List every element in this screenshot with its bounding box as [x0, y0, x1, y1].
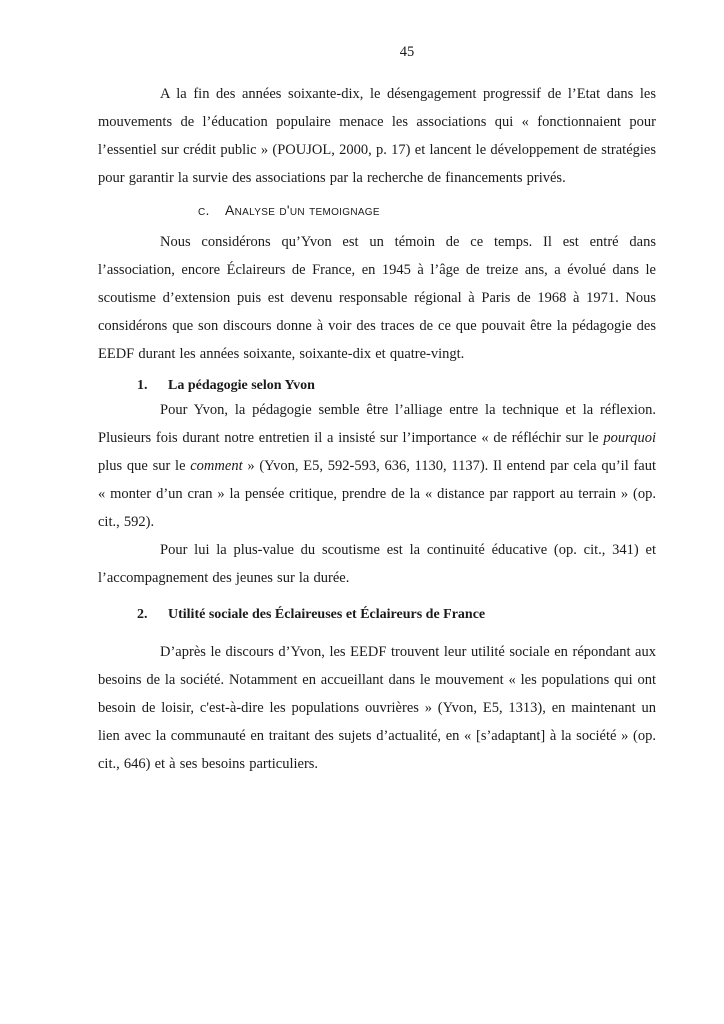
heading-analyse-temoignage	[98, 200, 656, 220]
text-run: Pour Yvon, la pédagogie semble être l’alliage entre la technique et la réflexion. Plusieurs fois durant notre entretien il a insisté sur l’importance « de réfléchir sur le	[98, 402, 656, 446]
text-run: » (Yvon, E5, 592-593, 636, 1130, 1137). Il entend par cela qu’il faut « monter d’un cran » la pensée critique, prendre de la « distance par rapport au terrain » (op. cit., 592).	[98, 458, 656, 530]
heading-label: La pédagogie selon Yvon	[168, 378, 315, 393]
paragraph-pedagogie-alliage	[98, 396, 656, 536]
heading-number: 2.	[137, 607, 148, 622]
text-run-italic: comment	[190, 458, 243, 474]
heading-number: 1.	[137, 378, 148, 393]
page-number: 45	[399, 44, 415, 60]
heading-label: Analyse d'un temoignage	[225, 202, 380, 218]
heading-pedagogie-selon-yvon	[98, 376, 656, 396]
heading-prefix: c.	[198, 202, 210, 218]
paragraph-plus-value-scoutisme: Pour lui la plus-value du scoutisme est la continuité éducative (op. cit., 341) et l’accompagnement des jeunes sur la durée.	[98, 542, 656, 586]
heading-utilite-sociale	[98, 605, 656, 625]
text-run: plus que sur le	[98, 458, 191, 474]
paragraph-utilite-sociale-eedf: D’après le discours d’Yvon, les EEDF trouvent leur utilité sociale en répondant aux besoins de la société. Notamment en accueillant dans le mouvement « les populations qui ont besoin de loisir, c'est-à-dire les populations ouvrières » (Yvon, E5, 1313), en maintenant un lien avec la communauté en traitant des sujets d’actualité, en « [s’adaptant] à la société » (op. cit., 646) et à ses besoins particuliers.	[98, 644, 656, 772]
heading-label: Utilité sociale des Éclaireuses et Éclaireurs de France	[168, 607, 486, 622]
paragraph-desengagement-etat: A la fin des années soixante-dix, le désengagement progressif de l’Etat dans les mouvements de l’éducation populaire menace les associations qui « fonctionnaient pour l’essentiel sur crédit public » (POUJOL, 2000, p. 17) et lancent le développement de stratégies pour garantir la survie des associations par la recherche de financements privés.	[98, 86, 656, 186]
text-run-italic: pourquoi	[603, 430, 656, 446]
paragraph-yvon-temoin: Nous considérons qu’Yvon est un témoin de ce temps. Il est entré dans l’association, encore Éclaireurs de France, en 1945 à l’âge de treize ans, a évolué dans le scoutisme d’extension puis est devenu responsable régional à Paris de 1968 à 1971. Nous considérons que son discours donne à voir des traces de ce que pouvait être la pédagogie des EEDF durant les années soixante, soixante-dix et quatre-vingt.	[98, 234, 656, 362]
